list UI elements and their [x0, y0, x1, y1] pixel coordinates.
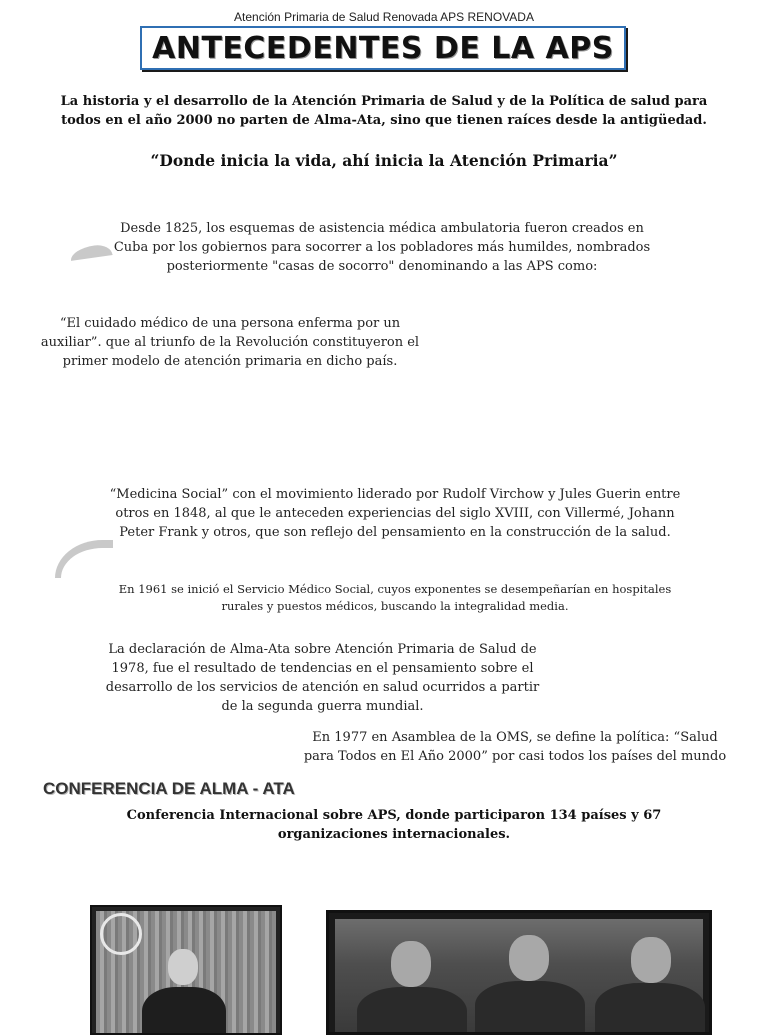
photo-person-head	[168, 949, 198, 985]
intro-text: La historia y el desarrollo de la Atención Primaria de Salud y de la Política de salud para todos en el año 2000 no parten de Alma-Ata, sino que tienen raíces desde la antigüedad.	[60, 94, 708, 128]
section-heading: CONFERENCIA DE ALMA - ATA	[43, 779, 295, 798]
conference-text: Conferencia Internacional sobre APS, donde participaron 134 países y 67 organizaciones internacionales.	[126, 808, 662, 842]
paragraph-medicina-social: “Medicina Social” con el movimiento liderado por Rudolf Virchow y Jules Guerin entre otros en 1848, al que le anteceden experiencias del siglo XVIII, con Villermé, Johann Peter Frank y otros, que son reflejo del pensamiento en la construcción de la salud.	[109, 487, 681, 540]
paragraph-cuba-1825: Desde 1825, los esquemas de asistencia médica ambulatoria fueron creados en Cuba por los gobiernos para socorrer a los pobladores más humildes, nombrados posteriormente "casas de socorro" denominando a las APS como:	[113, 221, 651, 274]
paragraph-cuidado-medico: “El cuidado médico de una persona enferma por un auxiliar”. que al triunfo de la Revolución constituyeron el primer modelo de atención primaria en dicho país.	[40, 316, 420, 369]
main-quote: “Donde inicia la vida, ahí inicia la Atención Primaria”	[150, 151, 618, 170]
paragraph-servicio-medico-1961: En 1961 se inició el Servicio Médico Social, cuyos exponentes se desempeñarían en hospitales rurales y puestos médicos, buscando la integralidad media.	[118, 582, 672, 613]
paragraph-oms-1977: En 1977 en Asamblea de la OMS, se define la política: “Salud para Todos en El Año 2000” por casi todos los países del mundo	[303, 730, 727, 764]
photo-person-head	[631, 937, 671, 983]
photo-person-body	[475, 981, 585, 1035]
photo-conference-panel	[326, 910, 712, 1035]
photo-person-body	[595, 983, 705, 1035]
photo-person-head	[391, 941, 431, 987]
title-box	[140, 26, 626, 70]
photo-speaker	[90, 905, 282, 1035]
photo-person-body	[357, 987, 467, 1035]
photo-person-head	[509, 935, 549, 981]
paragraph-alma-ata-1978: La declaración de Alma-Ata sobre Atención Primaria de Salud de 1978, fue el resultado de tendencias en el pensamiento sobre el desarrollo de los servicios de atención en salud ocurridos a partir de la segunda guerra mundial.	[105, 642, 540, 714]
photo-person-body	[142, 987, 226, 1035]
decorative-brush-stroke	[69, 243, 112, 261]
un-emblem-icon	[100, 913, 142, 955]
header-subtitle: Atención Primaria de Salud Renovada APS RENOVADA	[234, 10, 534, 24]
page-title: ANTECEDENTES DE LA APS	[152, 30, 614, 66]
decorative-curve	[55, 540, 113, 578]
